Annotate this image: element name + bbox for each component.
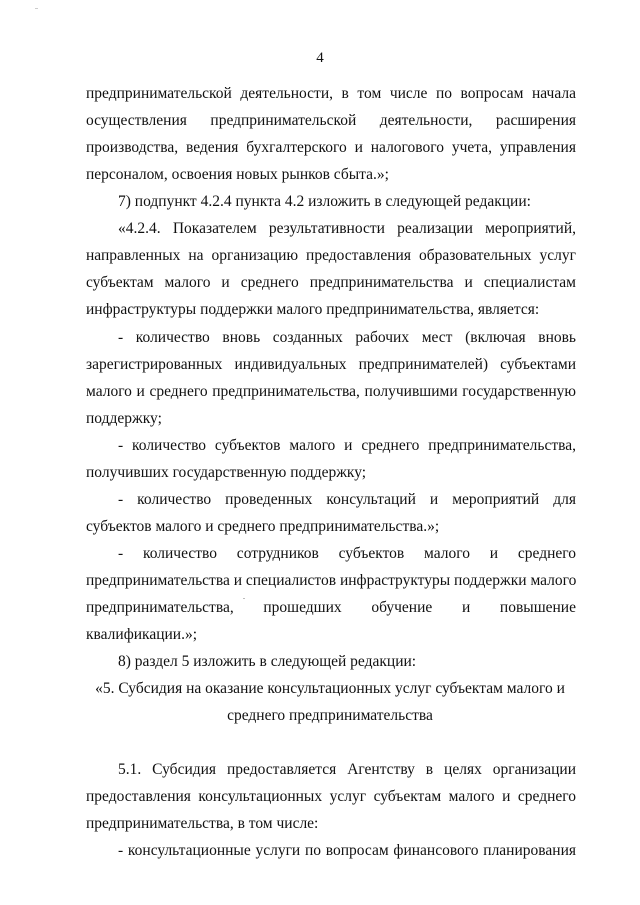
text-line: - количество вновь созданных рабочих мест (включая вновь (118, 329, 576, 346)
text-line: получивших государственную поддержку; (86, 464, 367, 481)
text-line: поддержку; (86, 410, 162, 427)
text-line: субъектам малого и среднего предпринимательства и специалистам (86, 274, 576, 291)
text-line: квалификации.»; (86, 626, 198, 643)
scan-mark (35, 8, 38, 9)
text-line: - количество сотрудников субъектов малого и среднего (118, 545, 576, 562)
text-line: предпринимательства, прошедших обучение и повышение (86, 599, 576, 616)
text-line: инфраструктуры поддержки малого предпринимательства, является: (86, 301, 540, 318)
text-line: 7) подпункт 4.2.4 пункта 4.2 изложить в следующей редакции: (118, 193, 531, 210)
text-line: производства, ведения бухгалтерского и налогового учета, управления (86, 139, 576, 156)
text-line: направленных на организацию предоставления образовательных услуг (86, 247, 576, 264)
text-line: предпринимательства, в том числе: (86, 815, 319, 832)
text-line: предоставления консультационных услуг субъектам малого и среднего (86, 788, 576, 805)
text-line: осуществления предпринимательской деятельности, расширения (86, 112, 576, 129)
text-line: «4.2.4. Показателем результативности реализации мероприятий, (118, 220, 576, 237)
text-line: предпринимательской деятельности, в том числе по вопросам начала (86, 85, 576, 102)
section-heading-line: среднего предпринимательства (227, 707, 433, 724)
text-line: персоналом, освоения новых рынков сбыта.»; (86, 166, 389, 183)
section-heading-line: «5. Субсидия на оказание консультационных услуг субъектам малого и (95, 680, 565, 697)
text-line: - консультационные услуги по вопросам финансового планирования (118, 842, 576, 859)
text-line: 5.1. Субсидия предоставляется Агентству в целях организации (118, 761, 576, 778)
text-line: малого и среднего предпринимательства, получившими государственную (86, 383, 576, 400)
text-line: 8) раздел 5 изложить в следующей редакции: (118, 653, 417, 670)
text-line: предпринимательства и специалистов инфраструктуры поддержки малого (86, 572, 577, 589)
page-number: 4 (316, 50, 324, 66)
text-line: - количество проведенных консультаций и мероприятий для (118, 491, 576, 508)
text-line: субъектов малого и среднего предпринимательства.»; (86, 518, 440, 535)
text-line: зарегистрированных индивидуальных предпринимателей) субъектами (86, 356, 576, 373)
text-line: - количество субъектов малого и среднего предпринимательства, (118, 437, 576, 454)
